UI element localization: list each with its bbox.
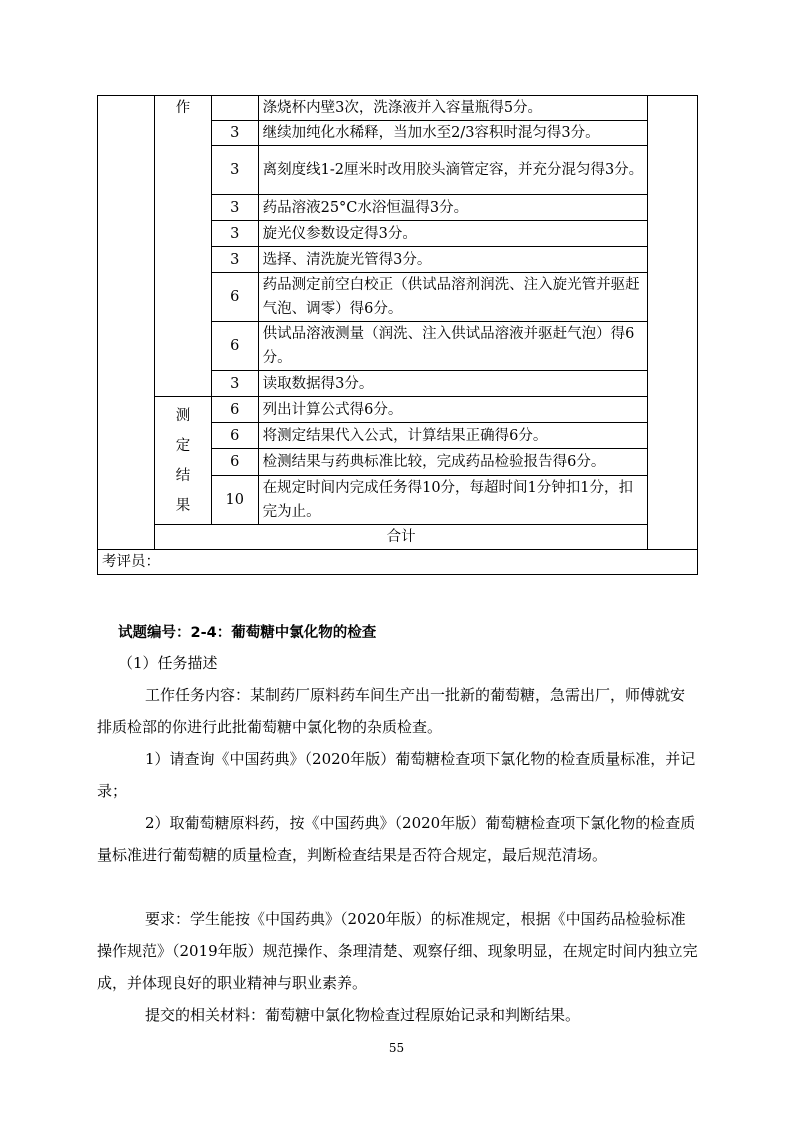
task-description-subheading: （1）任务描述 (118, 654, 218, 672)
category-char: 果 (175, 497, 191, 514)
score-cell: 6 (211, 397, 258, 423)
score-cell (211, 96, 258, 121)
paragraph: 工作任务内容：某制药厂原料药车间生产出一批新的葡萄糖，急需出厂，师傅就安排质检部的你进行此批葡萄糖中氯化物的杂质检查。 (97, 686, 686, 736)
category-char: 测 (175, 407, 191, 424)
paragraph: 要求：学生能按《中国药典》（2020年版）的标准规定，根据《中国药品检验标准操作规范》（2019年版）规范操作、条理清楚、观察仔细、现象明显，在规定时间内独立完成，并体现良好的职业精神与职业素养。 (97, 910, 698, 992)
score-cell: 3 (211, 146, 258, 195)
score-cell: 6 (211, 423, 258, 449)
points-column (648, 96, 698, 550)
score-cell: 6 (211, 322, 258, 371)
score-cell: 6 (211, 273, 258, 322)
criteria-cell: 药品溶液25°C水浴恒温得3分。 (258, 195, 648, 221)
total-label: 合计 (154, 525, 647, 550)
paragraph: 1）请查询《中国药典》（2020年版）葡萄糖检查项下氯化物的检查质量标准，并记录； (97, 750, 696, 800)
criteria-cell: 涤烧杯内壁3次，洗涤液并入容量瓶得5分。 (258, 96, 648, 121)
criteria-cell: 供试品溶液测量（润洗、注入供试品溶液并驱赶气泡）得6分。 (258, 322, 648, 371)
criteria-cell: 药品测定前空白校正（供试品溶剂润洗、注入旋光管并驱赶气泡、调零）得6分。 (258, 273, 648, 322)
category-operation: 作 (154, 96, 211, 397)
criteria-cell: 将测定结果代入公式，计算结果正确得6分。 (258, 423, 648, 449)
criteria-cell: 选择、清洗旋光管得3分。 (258, 247, 648, 273)
examiner-label: 考评员： (98, 550, 698, 575)
section-heading: 试题编号：2-4：葡萄糖中氯化物的检查 (118, 625, 377, 641)
criteria-cell: 继续加纯化水稀释，当加水至2/3容积时混匀得3分。 (258, 121, 648, 146)
category-result (154, 397, 211, 525)
col-empty (98, 96, 155, 550)
criteria-cell: 离刻度线1-2厘米时改用胶头滴管定容，并充分混匀得3分。 (258, 146, 648, 195)
category-char: 结 (175, 467, 191, 484)
criteria-cell: 读取数据得3分。 (258, 371, 648, 397)
category-char: 定 (175, 437, 191, 454)
criteria-cell: 检测结果与药典标准比较，完成药品检验报告得6分。 (258, 449, 648, 476)
scoring-table (97, 95, 698, 575)
score-cell: 3 (211, 121, 258, 146)
score-cell: 3 (211, 371, 258, 397)
score-cell: 6 (211, 449, 258, 476)
page-number: 55 (388, 1041, 405, 1055)
paragraph: 2）取葡萄糖原料药，按《中国药典》（2020年版）葡萄糖检查项下氯化物的检查质量标准进行葡萄糖的质量检查，判断检查结果是否符合规定，最后规范清场。 (97, 814, 696, 864)
criteria-cell: 列出计算公式得6分。 (258, 397, 648, 423)
score-cell: 3 (211, 195, 258, 221)
score-cell: 10 (211, 476, 258, 525)
score-cell: 3 (211, 247, 258, 273)
criteria-cell: 在规定时间内完成任务得10分，每超时间1分钟扣1分，扣完为止。 (258, 476, 648, 525)
criteria-cell: 旋光仪参数设定得3分。 (258, 221, 648, 247)
paragraph: 提交的相关材料：葡萄糖中氯化物检查过程原始记录和判断结果。 (145, 1006, 581, 1024)
score-cell: 3 (211, 221, 258, 247)
